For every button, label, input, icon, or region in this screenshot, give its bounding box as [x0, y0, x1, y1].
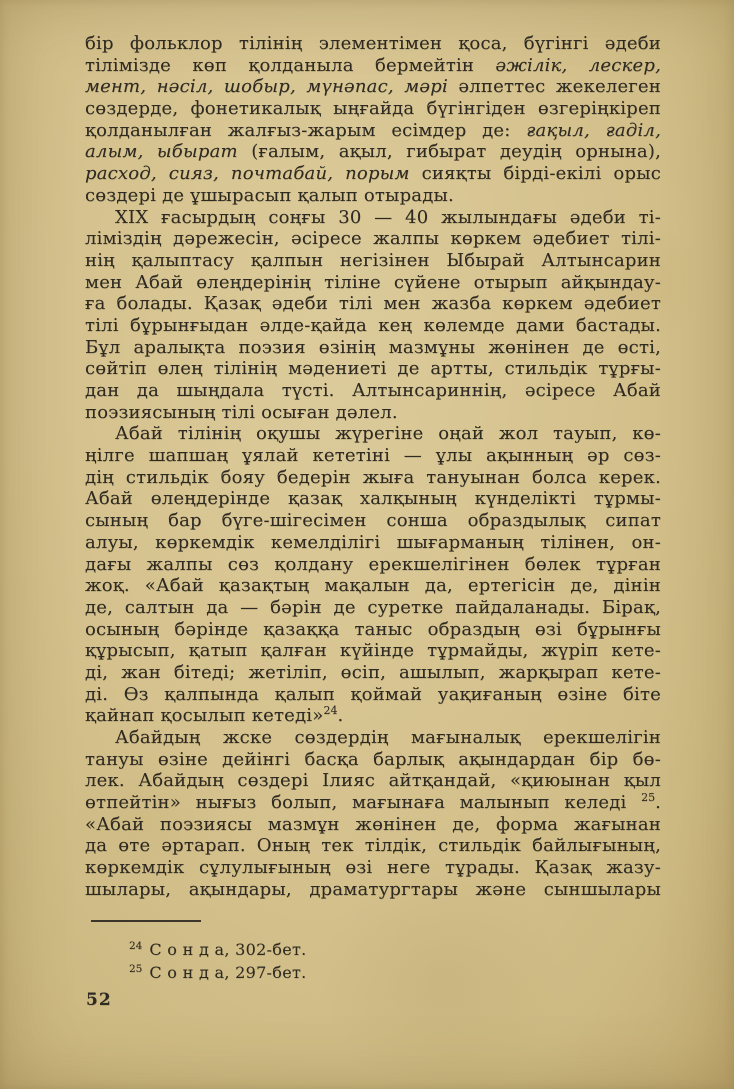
text-segment: Абайдың жске сөздердің мағыналық ерекшелігін: [115, 727, 661, 748]
footnote-rule: [91, 920, 201, 922]
text-segment: жоқ. «Абай қазақтың мақалын да, ертегісін де, дінін: [85, 575, 661, 597]
footnote-reference: 25: [641, 791, 656, 805]
text-segment: де, салтын да — бәрін де суретке пайдаланады. Бірақ,: [85, 596, 661, 618]
text-line: [85, 879, 661, 901]
text-line: [85, 228, 661, 250]
text-line: [85, 510, 661, 532]
text-segment: нің қалыптасу қалпын негізінен Ыбырай Алтынсарин: [85, 249, 661, 271]
text-segment: қайнап қосылып кетеді»: [85, 705, 324, 727]
text-line: [85, 554, 661, 576]
text-segment: ді. Өз қалпында қалып қоймай уақиғаның өзіне біте: [85, 683, 661, 705]
text-line: [85, 402, 661, 424]
footnote-marker: 25: [129, 962, 143, 975]
text-line: [85, 98, 661, 120]
text-segment: өтпейтін» нығыз болып, мағынаға малынып келеді: [85, 792, 642, 814]
text-segment: дағы жалпы сөз қолдану ерекшелігінен бөлек тұрған: [85, 553, 661, 575]
text-segment: .: [655, 792, 661, 814]
text-segment: дің стильдік бояу бедерін жыға тануынан болса керек.: [85, 466, 661, 488]
text-segment: XIX ғасырдың соңғы 30 — 40 жылындағы әдеби ті-: [115, 206, 661, 228]
paragraph-4: [85, 727, 661, 901]
footnotes: [129, 938, 661, 984]
text-line: [85, 857, 661, 879]
text-segment: осының бәрінде қазаққа таныс образдың өзі бұрынғы: [85, 618, 661, 640]
text-line: [85, 163, 661, 185]
footnote: [129, 938, 661, 961]
text-segment: Бұл аралықта поэзия өзінің мазмұны жөнінен де өсті,: [85, 336, 661, 358]
text-segment: .: [337, 705, 344, 727]
paragraph-2: [85, 207, 661, 424]
text-line: [85, 727, 661, 749]
text-segment: ліміздің дәрежесін, әсіресе жалпы көркем әдебиет тілі-: [85, 228, 661, 250]
text-line: [85, 445, 661, 467]
italic-term: ғақыл, ғаділ,: [526, 119, 661, 141]
text-line: [85, 662, 661, 684]
text-segment: сияқты бірді-екілі орыс: [409, 163, 662, 185]
italic-term: әжілік, лескер,: [495, 54, 661, 76]
text-line: [85, 640, 661, 662]
text-line: [85, 55, 661, 77]
italic-term: мент, нәсіл, шобыр, мүнәпас, мәрі: [85, 76, 448, 98]
text-line: [85, 467, 661, 489]
text-segment: дан да шыңдала түсті. Алтынсариннің, әсіресе Абай: [85, 380, 661, 401]
text-segment: Абай өлеңдерінде қазақ халқының күнделікті тұрмы-: [85, 488, 661, 510]
footnote-text: С о н д а, 297-бет.: [149, 963, 307, 982]
italic-term: алым, ыбырат: [85, 141, 238, 163]
text-segment: сының бар бүге-шігесімен сонша образдылық сипат: [85, 510, 661, 532]
text-segment: сөйтіп өлең тілінің мәдениеті де артты, стильдік тұрғы-: [85, 358, 661, 380]
text-line: [85, 315, 661, 337]
paragraph-1: [85, 33, 661, 207]
text-line: [85, 619, 661, 641]
text-segment: құрысып, қатып қалған күйінде тұрмайды, жүріп кете-: [85, 640, 661, 662]
text-line: [85, 293, 661, 315]
text-segment: лек. Абайдың сөздері Ілияс айтқандай, «қиюынан қыл: [85, 770, 661, 792]
paragraph-3: [85, 423, 661, 727]
text-line: [85, 814, 661, 836]
text-line: [85, 337, 661, 359]
text-segment: алуы, көркемдік кемелділігі шығарманың тілінен, он-: [85, 531, 661, 553]
text-line: [85, 749, 661, 771]
text-line: [85, 423, 661, 445]
text-segment: әлпеттес жекелеген: [447, 76, 661, 98]
text-segment: (ғалым, ақыл, гибырат деудің орнына),: [237, 141, 661, 163]
text-line: [85, 207, 661, 229]
text-segment: поэзиясының тілі осыған дәлел.: [85, 401, 398, 423]
text-segment: «Абай поэзиясы мазмұн жөнінен де, форма жағынан: [85, 813, 661, 835]
text-line: [85, 488, 661, 510]
text-line: [85, 597, 661, 619]
text-line: [85, 33, 661, 55]
text-line: [85, 185, 661, 207]
text-line: [85, 120, 661, 142]
text-line: [85, 532, 661, 554]
text-segment: тануы өзіне дейінгі басқа барлық ақындардан бір бө-: [85, 748, 661, 770]
text-segment: ді, жан бітеді; жетіліп, өсіп, ашылып, жарқырап кете-: [85, 661, 661, 683]
text-block: [85, 33, 661, 901]
text-segment: бір фольклор тілінің элементімен қоса, бүгінгі әдеби: [85, 33, 661, 54]
text-segment: ңілге шапшаң ұялай кететіні — ұлы ақынның әр сөз-: [85, 445, 661, 467]
text-line: [85, 792, 661, 814]
text-segment: қолданылған жалғыз-жарым есімдер де:: [85, 119, 527, 141]
text-line: [85, 380, 661, 402]
footnote-text: С о н д а, 302-бет.: [149, 940, 307, 959]
text-line: [85, 358, 661, 380]
text-segment: шылары, ақындары, драматургтары және сыншылары: [85, 878, 661, 900]
text-line: [85, 141, 661, 163]
italic-term: расход, сияз, почтабай, порым: [85, 163, 410, 185]
text-line: [85, 835, 661, 857]
text-segment: сөздерде, фонетикалық ыңғайда бүгінгіден өзгеріңкіреп: [85, 98, 661, 120]
text-segment: да өте әртарап. Оның тек тілдік, стильдік байлығының,: [85, 835, 661, 857]
text-line: [85, 272, 661, 294]
text-line: [85, 770, 661, 792]
footnote-marker: 24: [129, 939, 143, 952]
text-line: [85, 250, 661, 272]
footnote-area: [85, 905, 661, 984]
footnote: [129, 961, 661, 984]
text-segment: тілімізде көп қолданыла бермейтін: [85, 54, 496, 76]
text-segment: мен Абай өлеңдерінің тіліне сүйене отырып айқындау-: [85, 271, 661, 293]
text-line: [85, 575, 661, 597]
text-line: [85, 705, 661, 727]
text-segment: көркемдік сұлулығының өзі неге тұрады. Қазақ жазу-: [85, 857, 661, 879]
page-number: 52: [86, 990, 112, 1010]
text-segment: сөздері де ұшырасып қалып отырады.: [85, 184, 454, 206]
text-segment: Абай тілінің оқушы жүрегіне оңай жол тауып, кө-: [115, 423, 661, 445]
text-segment: тілі бұрынғыдан әлде-қайда кең көлемде дами бастады.: [85, 314, 661, 336]
text-line: [85, 684, 661, 706]
text-segment: ға болады. Қазақ әдеби тілі мен жазба көркем әдебиет: [85, 293, 661, 315]
footnote-reference: 24: [323, 704, 338, 718]
text-line: [85, 76, 661, 98]
